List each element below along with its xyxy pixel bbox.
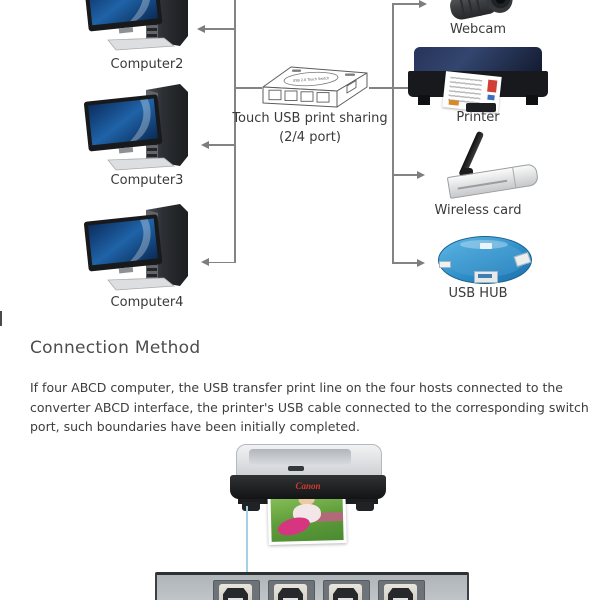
hub-branch-line xyxy=(392,262,418,264)
computer3-label: Computer3 xyxy=(110,173,184,188)
switch-label-line2: (2/4 port) xyxy=(279,130,341,145)
hub-power-slot xyxy=(439,261,451,268)
switch-label-line1: Touch USB print sharing xyxy=(232,111,388,126)
wireless-card-label: Wireless card xyxy=(434,203,522,218)
webcam-image xyxy=(448,0,518,23)
computer2-arrow-icon xyxy=(197,25,205,33)
computer4-label: Computer4 xyxy=(110,295,184,310)
paragraph-line-2: converter ABCD interface, the printer's USB cable connected to the corresponding switch xyxy=(30,399,589,415)
webcam-branch-line xyxy=(392,3,420,5)
wireless-arrow-icon xyxy=(417,171,425,179)
computer2-label: Computer2 xyxy=(110,57,184,72)
usb-port-3 xyxy=(323,580,370,600)
computer3-arrow-icon xyxy=(201,141,209,149)
hub-front-port xyxy=(474,271,498,283)
usb-port-4 xyxy=(378,580,425,600)
printer-image xyxy=(408,47,548,109)
paragraph-line-3: port, such boundaries have been initially completed. xyxy=(30,419,360,434)
canon-logo: Canon xyxy=(295,481,321,491)
computer2-image xyxy=(84,0,202,52)
usb-switch-device-photo xyxy=(155,572,469,600)
printer-lid xyxy=(414,47,542,74)
paragraph-line-1: If four ABCD computer, the USB transfer print line on the four hosts connected to the xyxy=(30,380,563,395)
usb-port-2 xyxy=(268,580,315,600)
usb-switch-drawing xyxy=(255,57,373,111)
webcam-label: Webcam xyxy=(449,22,507,37)
right-bus-line xyxy=(392,3,394,264)
switch-top-text: USB 2.0 Touch Switch xyxy=(292,76,330,83)
wireless-card-image xyxy=(428,128,538,202)
computer4-branch-line xyxy=(209,262,235,264)
printer-label: Printer xyxy=(456,110,500,125)
computer3-image xyxy=(84,82,202,172)
section-heading: Connection Method xyxy=(30,338,201,358)
webcam-arrow-icon xyxy=(419,0,427,8)
usb-hub-label: USB HUB xyxy=(448,286,508,301)
hub-arrow-icon xyxy=(417,259,425,267)
usb-port-1 xyxy=(213,580,260,600)
computer2-branch-line xyxy=(205,28,235,30)
usb-cable-line xyxy=(246,506,248,573)
usb-hub-image xyxy=(438,236,532,284)
section-paragraph xyxy=(30,378,589,437)
canon-printer-image xyxy=(228,442,388,514)
computer4-arrow-icon xyxy=(201,258,209,266)
wireless-branch-line xyxy=(392,174,418,176)
computer4-image xyxy=(84,202,202,292)
page-edge-artifact xyxy=(0,311,2,326)
